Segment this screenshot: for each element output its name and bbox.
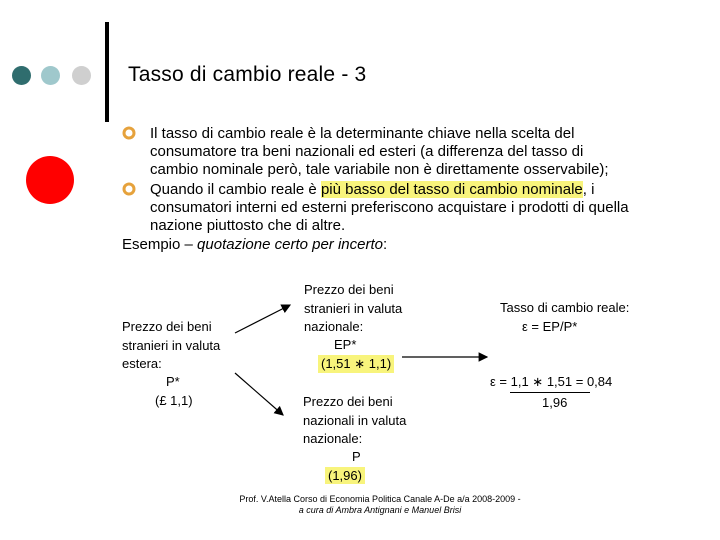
example-suffix: : (383, 236, 388, 253)
bottom-block-line: nazionale: (303, 431, 363, 446)
bullet-2-tail: , i (582, 181, 595, 198)
top-block-line: nazionale: (304, 319, 364, 334)
bullet-1-line: cambio nominale però, tale variabile non è direttamente osservabile); (150, 161, 609, 178)
foreign-price-line: stranieri in valuta (122, 337, 221, 353)
top-block-line: Prezzo dei beni (304, 282, 394, 297)
calc-numerator: 1,1 ∗ 1,51 (510, 374, 573, 389)
calc-prefix: ε = (490, 374, 511, 389)
arrow-to-top-block (235, 305, 290, 333)
highlighted-phrase: più basso del tasso di cambio nominale (320, 181, 583, 198)
bullet-2-line: nazione piuttosto che di altre. (150, 217, 346, 234)
foreign-price-line: estera: (122, 356, 162, 371)
bullet-1-line: consumatore tra beni nazionali ed esteri (a differenza del tasso di (150, 143, 584, 160)
real-rate-heading: Tasso di cambio reale: (500, 300, 630, 315)
foreign-price-value: (£ 1,1) (155, 393, 193, 408)
calc-suffix: = 0,84 (572, 374, 613, 389)
bottom-block-symbol: P (352, 449, 361, 464)
bullet-2-lead: Quando il cambio reale è (150, 181, 321, 198)
top-block-line: stranieri in valuta (304, 300, 403, 316)
top-block-value: (1,51 ∗ 1,1) (318, 355, 394, 373)
slide-title: Tasso di cambio reale - 3 (128, 63, 367, 86)
arrow-to-bottom-block (235, 373, 283, 415)
bottom-block-value: (1,96) (325, 467, 365, 484)
footer-line-1: Prof. V.Atella Corso di Economia Politica Canale A-De a/a 2008-2009 - (239, 494, 521, 504)
foreign-price-symbol: P* (166, 374, 180, 389)
foreign-price-line: Prezzo dei beni (122, 319, 212, 334)
calc-denominator: 1,96 (542, 395, 568, 410)
example-prefix: Esempio – (122, 236, 198, 253)
real-rate-formula: ε = EP/P* (522, 319, 578, 334)
footer-line-2: a cura di Ambra Antignani e Manuel Brisi (298, 505, 462, 515)
bullet-1-line: Il tasso di cambio reale è la determinante chiave nella scelta del (150, 125, 575, 142)
bottom-block-line: Prezzo dei beni (303, 394, 393, 409)
bullet-2-line: consumatori interni ed esterni preferiscono acquistare i prodotti di quella (150, 199, 629, 216)
example-italic: quotazione certo per incerto (197, 236, 383, 253)
footer (200, 494, 560, 516)
bottom-block-line: nazionali in valuta (303, 412, 407, 428)
top-block-symbol: EP* (334, 337, 357, 352)
